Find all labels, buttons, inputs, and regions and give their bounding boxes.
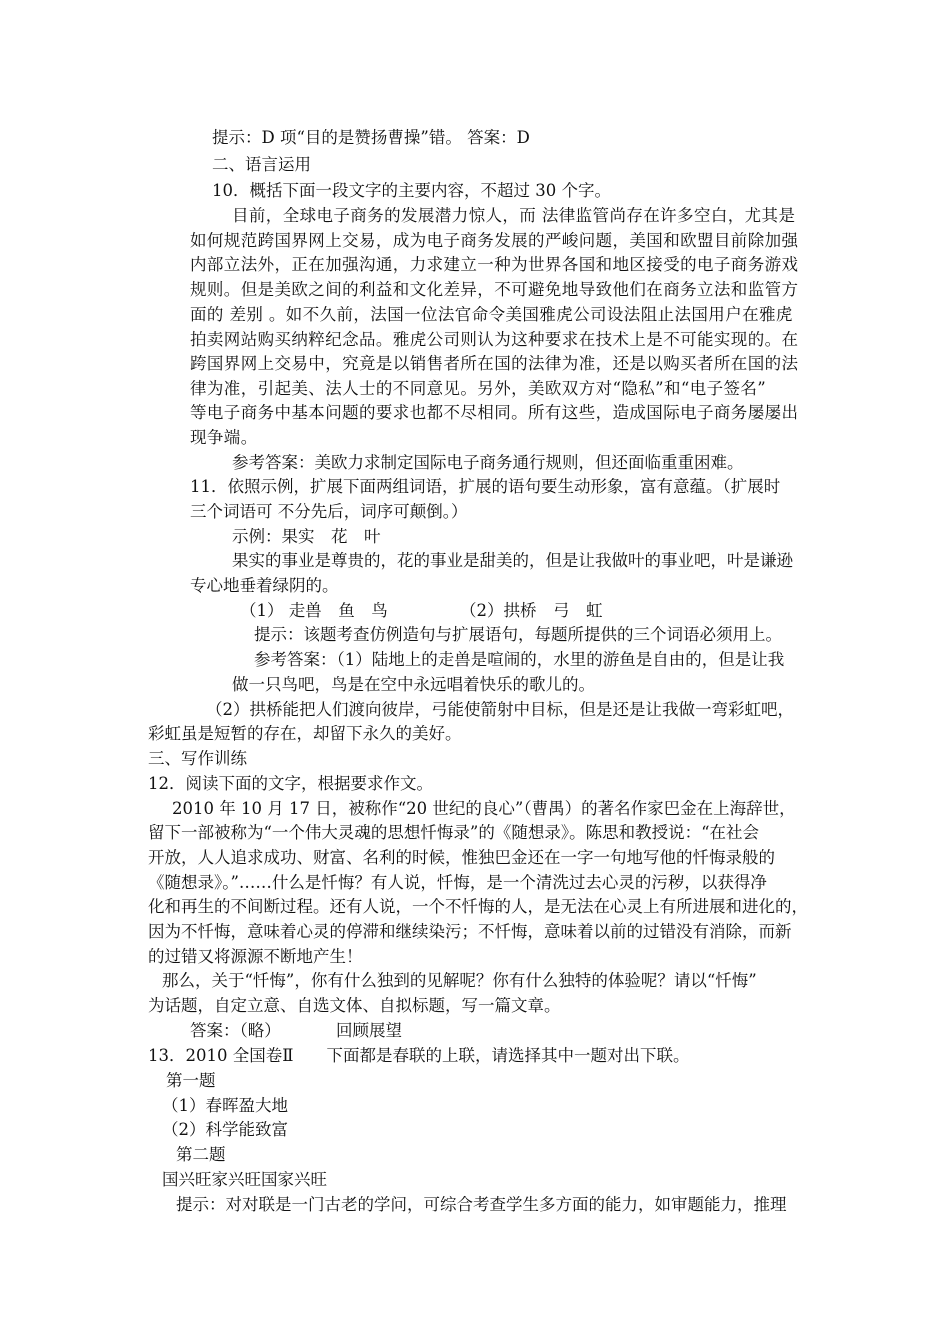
q11-group-1: （1） 走兽 鱼 鸟 [240, 601, 388, 620]
q10-line: 跨国界网上交易中，究竟是以销售者所在国的法律为准，还是以购买者所在国的法 [190, 354, 799, 373]
q11-example-label: 示例：果实 花 叶 [232, 527, 381, 546]
q10-line: 等电子商务中基本问题的要求也都不尽相同。所有这些，造成国际电子商务屡屡出 [190, 403, 799, 422]
q11-hint: 提示：该题考查仿例造句与扩展语句，每题所提供的三个词语必须用上。 [254, 625, 782, 644]
q13-title: 13．2010 全国卷Ⅱ 下面都是春联的上联，请选择其中一题对出下联。 [148, 1046, 690, 1065]
q11-answer-line: 参考答案：（1）陆地上的走兽是喧闹的，水里的游鱼是自由的，但是让我 [254, 650, 785, 669]
q11-title-line: 11．依照示例，扩展下面两组词语，扩展的语句要生动形象，富有意蕴。（扩展时 [190, 477, 781, 496]
section-heading-language: 二、语言运用 [212, 155, 311, 174]
q12-requirement-line: 为话题，自定立意、自选文体、自拟标题，写一篇文章。 [148, 996, 561, 1015]
q13-first-label: 第一题 [166, 1071, 216, 1090]
q12-requirement-line: 那么，关于“忏悔”，你有什么独到的见解呢？你有什么独特的体验呢？请以“忏悔” [162, 971, 757, 990]
q10-line: 内部立法外，正在加强沟通，力求建立一种为世界各国和地区接受的电子商务游戏 [190, 255, 799, 274]
review-heading: 回顾展望 [336, 1021, 402, 1040]
q12-line: 《随想录》。”……什么是忏悔？有人说，忏悔，是一个清洗过去心灵的污秽，以获得净 [148, 873, 767, 892]
q12-line: 的过错又将源源不断地产生！ [148, 947, 363, 966]
q11-example-line: 果实的事业是尊贵的，花的事业是甜美的，但是让我做叶的事业吧，叶是谦逊 [232, 551, 793, 570]
q12-answer: 答案：（略） [190, 1021, 281, 1040]
q10-line: 面的 差别 。如不久前，法国一位法官命令美国雅虎公司设法阻止法国用户在雅虎 [190, 305, 793, 324]
q13-hint: 提示：对对联是一门古老的学问，可综合考查学生多方面的能力，如审题能力，推理 [176, 1195, 787, 1214]
q12-line: 开放，人人追求成功、财富、名利的时候，惟独巴金还在一字一句地写他的忏悔录般的 [148, 848, 775, 867]
q10-line: 如何规范跨国界网上交易，成为电子商务发展的严峻问题，美国和欧盟目前除加强 [190, 231, 799, 250]
q12-line: 因为不忏悔，意味着心灵的停滞和继续染污；不忏悔，意味着以前的过错没有消除，而新 [148, 922, 792, 941]
q13-couplet: 国兴旺家兴旺国家兴旺 [162, 1170, 327, 1189]
q10-line: 律为准，引起美、法人士的不同意见。另外，美欧双方对“隐私”和“电子签名” [190, 379, 767, 398]
q13-second-label: 第二题 [176, 1145, 226, 1164]
q13-item: （1）春晖盈大地 [162, 1096, 288, 1115]
q11-answer-line: （2）拱桥能把人们渡向彼岸，弓能使箭射中目标，但是还是让我做一弯彩虹吧， [206, 700, 794, 719]
q10-line: 拍卖网站购买纳粹纪念品。雅虎公司则认为这种要求在技术上是不可能实现的。在 [190, 330, 799, 349]
q13-item: （2）科学能致富 [162, 1120, 288, 1139]
q10-answer: 参考答案：美欧力求制定国际电子商务通行规则，但还面临重重困难。 [232, 453, 744, 472]
q11-answer-line: 做一只鸟吧，鸟是在空中永远唱着快乐的歌儿的。 [232, 675, 595, 694]
q11-group-2: （2）拱桥 弓 虹 [460, 601, 603, 620]
q10-title: 10．概括下面一段文字的主要内容，不超过 30 个字。 [212, 181, 611, 200]
q10-line: 现争端。 [190, 428, 258, 447]
q11-title-line: 三个词语可 不分先后，词序可颠倒。） [190, 502, 468, 521]
q12-line: 化和再生的不间断过程。还有人说，一个不忏悔的人，是无法在心灵上有所进展和进化的， [148, 897, 808, 916]
section-heading-writing: 三、写作训练 [148, 749, 247, 768]
q12-line: 2010 年 10 月 17 日，被称作“20 世纪的良心”（曹禺）的著名作家巴金在上海辞世， [172, 799, 796, 818]
q12-line: 留下一部被称为“一个伟大灵魂的思想忏悔录”的《随想录》。陈思和教授说：“在社会 [148, 823, 760, 842]
q10-line: 目前，全球电子商务的发展潜力惊人，而 法律监管尚存在许多空白，尤其是 [232, 206, 796, 225]
q9-hint: 提示：D 项“目的是赞扬曹操”错。 答案：D [212, 128, 530, 147]
q12-title: 12．阅读下面的文字，根据要求作文。 [148, 774, 433, 793]
q11-answer-line: 彩虹虽是短暂的存在，却留下永久的美好。 [148, 724, 462, 743]
q11-example-line: 专心地垂着绿阴的。 [190, 576, 339, 595]
q10-line: 规则。但是美欧之间的利益和文化差异，不可避免地导致他们在商务立法和监管方 [190, 280, 799, 299]
